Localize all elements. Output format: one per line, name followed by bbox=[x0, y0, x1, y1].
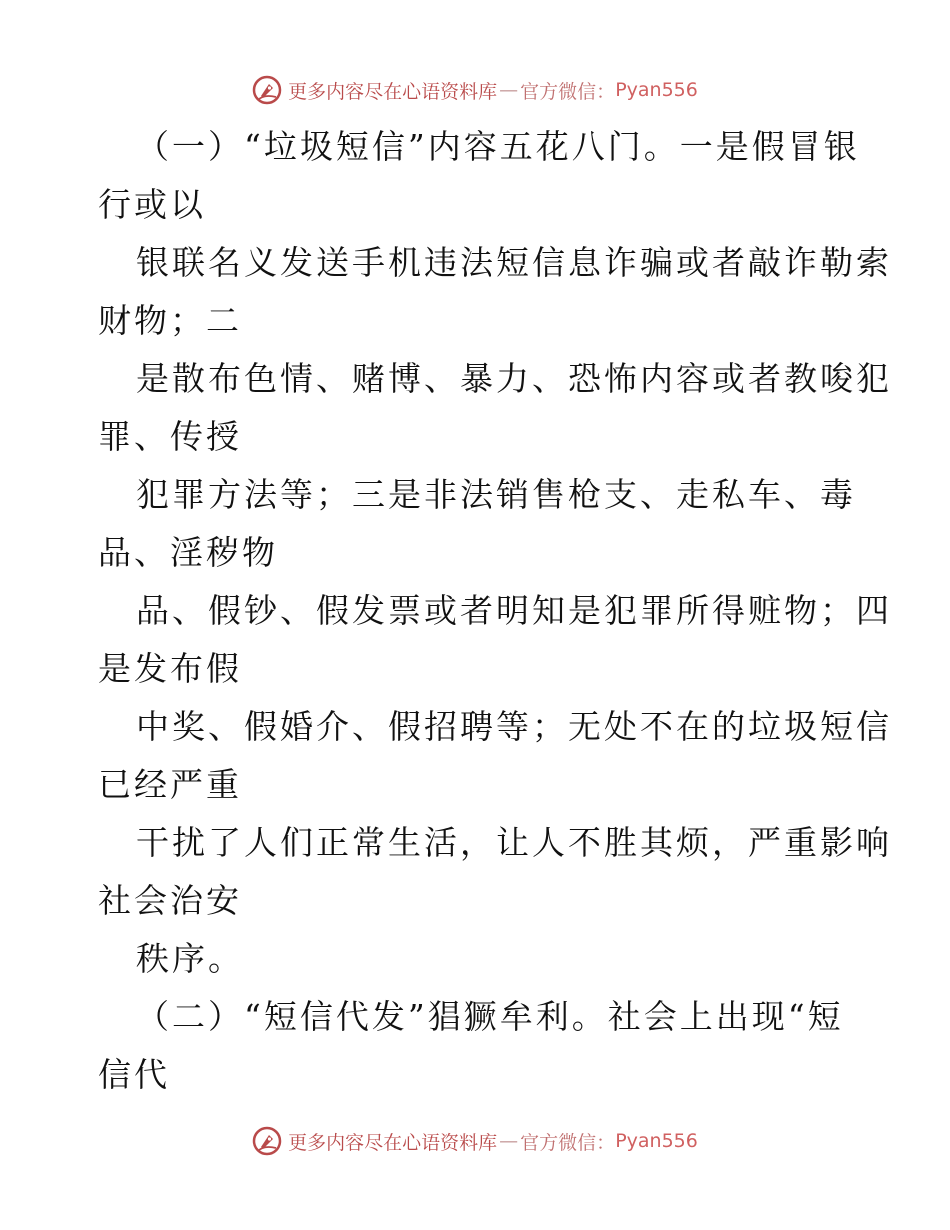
text-line: 银联名义发送手机违法短信息诈骗或者敲诈勒索 bbox=[136, 243, 892, 282]
watermark-label: 官方微信： bbox=[520, 1131, 616, 1154]
text-line: 是散布色情、赌博、暴力、恐怖内容或者教唆犯 bbox=[136, 359, 892, 398]
text-line: 中奖、假婚介、假招聘等；无处不在的垃圾短信 bbox=[136, 707, 892, 746]
text-line: 品、假钞、假发票或者明知是犯罪所得赃物；四 bbox=[136, 591, 892, 630]
pen-nib-logo-icon bbox=[252, 75, 282, 105]
text-line: 财物；二 bbox=[98, 301, 242, 340]
text-line: 是发布假 bbox=[98, 649, 242, 688]
text-line: 秩序。 bbox=[136, 939, 244, 978]
text-line: 行或以 bbox=[98, 185, 206, 224]
text-line: （一）“垃圾短信”内容五花八门。一是假冒银 bbox=[136, 127, 860, 166]
pen-nib-logo-icon bbox=[252, 1126, 282, 1156]
text-line: （二）“短信代发”猖獗牟利。社会上出现“短 bbox=[136, 997, 844, 1036]
text-line: 干扰了人们正常生活，让人不胜其烦，严重影响 bbox=[136, 823, 892, 862]
watermark-brand-text: 更多内容尽在心语资料库 bbox=[288, 80, 498, 103]
watermark-separator: — bbox=[499, 79, 519, 101]
header-watermark bbox=[0, 70, 950, 110]
text-line: 已经严重 bbox=[98, 765, 242, 804]
text-line: 罪、传授 bbox=[98, 417, 242, 456]
text-line: 品、淫秽物 bbox=[98, 533, 278, 572]
watermark-brand-text: 更多内容尽在心语资料库 bbox=[288, 1131, 498, 1154]
text-line: 社会治安 bbox=[98, 881, 242, 920]
watermark-wechat-id: Pyan556 bbox=[615, 79, 698, 101]
watermark-separator: — bbox=[499, 1130, 519, 1152]
text-line: 信代 bbox=[98, 1055, 170, 1094]
watermark-label: 官方微信： bbox=[520, 80, 616, 103]
watermark-wechat-id: Pyan556 bbox=[615, 1130, 698, 1152]
text-line: 犯罪方法等；三是非法销售枪支、走私车、毒 bbox=[136, 475, 856, 514]
footer-watermark bbox=[0, 1121, 950, 1161]
